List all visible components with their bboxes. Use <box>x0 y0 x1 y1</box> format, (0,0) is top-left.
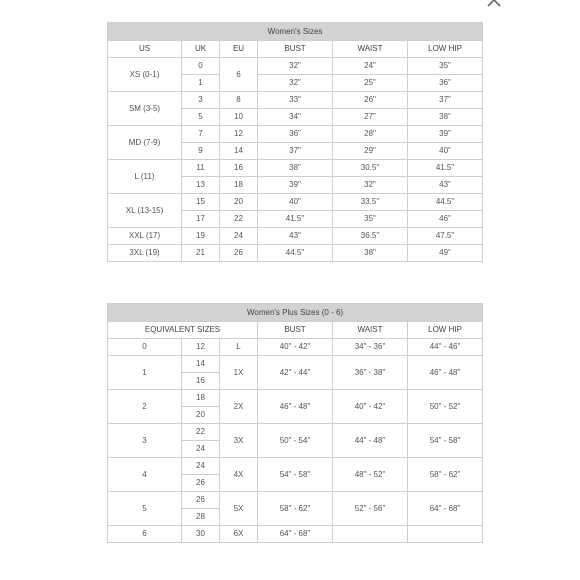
bust-cell: 37" <box>258 143 333 160</box>
bust-cell: 39" <box>258 177 333 194</box>
eu-size-cell: 12 <box>220 126 258 143</box>
table-row <box>108 245 483 262</box>
low-hip-cell <box>408 526 483 543</box>
bust-cell: 44.5" <box>258 245 333 262</box>
table-row <box>108 492 483 509</box>
uk-size-cell: 14 <box>182 356 220 373</box>
waist-cell: 36.5" <box>333 228 408 245</box>
equivalent-us-cell: 2 <box>108 390 182 424</box>
uk-size-cell: 22 <box>182 424 220 441</box>
eu-size-cell: 18 <box>220 177 258 194</box>
us-size-cell: MD (7-9) <box>108 126 182 160</box>
us-size-cell: XL (13-15) <box>108 194 182 228</box>
womens-plus-size-table <box>107 303 483 543</box>
uk-size-cell: 26 <box>182 475 220 492</box>
low-hip-cell: 64" - 68" <box>408 492 483 526</box>
equivalent-us-cell: 4 <box>108 458 182 492</box>
header-uk: UK <box>182 41 220 58</box>
plus-table-title: Women's Plus Sizes (0 - 6) <box>108 304 483 322</box>
waist-cell: 27" <box>333 109 408 126</box>
bust-cell: 34" <box>258 109 333 126</box>
waist-cell: 33.5" <box>333 194 408 211</box>
table-row <box>108 194 483 211</box>
table-row <box>108 390 483 407</box>
equivalent-us-cell: 3 <box>108 424 182 458</box>
us-size-cell: 3XL (19) <box>108 245 182 262</box>
equivalent-us-cell: 0 <box>108 339 182 356</box>
waist-cell: 36" - 38" <box>333 356 408 390</box>
equivalent-us-cell: 1 <box>108 356 182 390</box>
table-row <box>108 458 483 475</box>
uk-size-cell: 26 <box>182 492 220 509</box>
plus-size-cell: 1X <box>220 356 258 390</box>
bust-cell: 46" - 48" <box>258 390 333 424</box>
table-row <box>108 228 483 245</box>
header-waist: WAIST <box>333 41 408 58</box>
low-hip-cell: 44.5" <box>408 194 483 211</box>
uk-size-cell: 24 <box>182 441 220 458</box>
uk-size-cell: 20 <box>182 407 220 424</box>
bust-cell: 58" - 62" <box>258 492 333 526</box>
uk-size-cell: 12 <box>182 339 220 356</box>
waist-cell: 26" <box>333 92 408 109</box>
uk-size-cell: 21 <box>182 245 220 262</box>
eu-size-cell: 20 <box>220 194 258 211</box>
uk-size-cell: 5 <box>182 109 220 126</box>
header-waist: WAIST <box>333 322 408 339</box>
waist-cell: 25" <box>333 75 408 92</box>
uk-size-cell: 17 <box>182 211 220 228</box>
low-hip-cell: 47.5" <box>408 228 483 245</box>
uk-size-cell: 11 <box>182 160 220 177</box>
header-equivalent-sizes: EQUIVALENT SIZES <box>108 322 258 339</box>
table-row <box>108 160 483 177</box>
bust-cell: 36" <box>258 126 333 143</box>
header-low-hip: LOW HIP <box>408 41 483 58</box>
waist-cell: 52" - 56" <box>333 492 408 526</box>
eu-size-cell: 22 <box>220 211 258 228</box>
eu-size-cell: 24 <box>220 228 258 245</box>
table-row <box>108 339 483 356</box>
eu-size-cell: 14 <box>220 143 258 160</box>
low-hip-cell: 54" - 58" <box>408 424 483 458</box>
bust-cell: 32" <box>258 58 333 75</box>
plus-size-cell: 3X <box>220 424 258 458</box>
uk-size-cell: 30 <box>182 526 220 543</box>
table-row <box>108 126 483 143</box>
bust-cell: 43" <box>258 228 333 245</box>
uk-size-cell: 9 <box>182 143 220 160</box>
uk-size-cell: 15 <box>182 194 220 211</box>
header-eu: EU <box>220 41 258 58</box>
bust-cell: 54" - 58" <box>258 458 333 492</box>
low-hip-cell: 50" - 52" <box>408 390 483 424</box>
low-hip-cell: 40" <box>408 143 483 160</box>
waist-cell: 34" - 36" <box>333 339 408 356</box>
bust-cell: 64" - 68" <box>258 526 333 543</box>
low-hip-cell: 46" <box>408 211 483 228</box>
equivalent-us-cell: 6 <box>108 526 182 543</box>
us-size-cell: XS (0-1) <box>108 58 182 92</box>
bust-cell: 38" <box>258 160 333 177</box>
plus-size-cell: 2X <box>220 390 258 424</box>
bust-cell: 40" <box>258 194 333 211</box>
us-size-cell: L (11) <box>108 160 182 194</box>
low-hip-cell: 49" <box>408 245 483 262</box>
waist-cell: 29" <box>333 143 408 160</box>
low-hip-cell: 39" <box>408 126 483 143</box>
low-hip-cell: 36" <box>408 75 483 92</box>
table-row <box>108 356 483 373</box>
eu-size-cell: 6 <box>220 58 258 92</box>
plus-size-cell: 6X <box>220 526 258 543</box>
uk-size-cell: 3 <box>182 92 220 109</box>
uk-size-cell: 7 <box>182 126 220 143</box>
low-hip-cell: 44" - 46" <box>408 339 483 356</box>
waist-cell: 28" <box>333 126 408 143</box>
plus-size-cell: 5X <box>220 492 258 526</box>
waist-cell: 35" <box>333 211 408 228</box>
close-icon[interactable] <box>486 0 502 8</box>
uk-size-cell: 13 <box>182 177 220 194</box>
uk-size-cell: 24 <box>182 458 220 475</box>
uk-size-cell: 28 <box>182 509 220 526</box>
plus-size-cell: L <box>220 339 258 356</box>
table-row <box>108 526 483 543</box>
eu-size-cell: 16 <box>220 160 258 177</box>
table-row <box>108 92 483 109</box>
low-hip-cell: 38" <box>408 109 483 126</box>
bust-cell: 40" - 42" <box>258 339 333 356</box>
plus-size-cell: 4X <box>220 458 258 492</box>
waist-cell: 30.5" <box>333 160 408 177</box>
bust-cell: 33" <box>258 92 333 109</box>
header-bust: BUST <box>258 41 333 58</box>
us-size-cell: SM (3-5) <box>108 92 182 126</box>
womens-table-title: Women's Sizes <box>108 23 483 41</box>
waist-cell: 48" - 52" <box>333 458 408 492</box>
low-hip-cell: 41.5" <box>408 160 483 177</box>
equivalent-us-cell: 5 <box>108 492 182 526</box>
eu-size-cell: 26 <box>220 245 258 262</box>
low-hip-cell: 37" <box>408 92 483 109</box>
table-row <box>108 58 483 75</box>
bust-cell: 41.5" <box>258 211 333 228</box>
us-size-cell: XXL (17) <box>108 228 182 245</box>
table-row <box>108 424 483 441</box>
uk-size-cell: 1 <box>182 75 220 92</box>
waist-cell: 44" - 48" <box>333 424 408 458</box>
waist-cell <box>333 526 408 543</box>
eu-size-cell: 8 <box>220 92 258 109</box>
uk-size-cell: 19 <box>182 228 220 245</box>
header-low-hip: LOW HIP <box>408 322 483 339</box>
womens-size-table <box>107 22 483 262</box>
waist-cell: 32" <box>333 177 408 194</box>
waist-cell: 38" <box>333 245 408 262</box>
low-hip-cell: 35" <box>408 58 483 75</box>
waist-cell: 24" <box>333 58 408 75</box>
bust-cell: 50" - 54" <box>258 424 333 458</box>
uk-size-cell: 0 <box>182 58 220 75</box>
uk-size-cell: 18 <box>182 390 220 407</box>
low-hip-cell: 43" <box>408 177 483 194</box>
bust-cell: 32" <box>258 75 333 92</box>
uk-size-cell: 16 <box>182 373 220 390</box>
header-us: US <box>108 41 182 58</box>
header-bust: BUST <box>258 322 333 339</box>
low-hip-cell: 46" - 48" <box>408 356 483 390</box>
low-hip-cell: 58" - 62" <box>408 458 483 492</box>
waist-cell: 40" - 42" <box>333 390 408 424</box>
bust-cell: 42" - 44" <box>258 356 333 390</box>
eu-size-cell: 10 <box>220 109 258 126</box>
